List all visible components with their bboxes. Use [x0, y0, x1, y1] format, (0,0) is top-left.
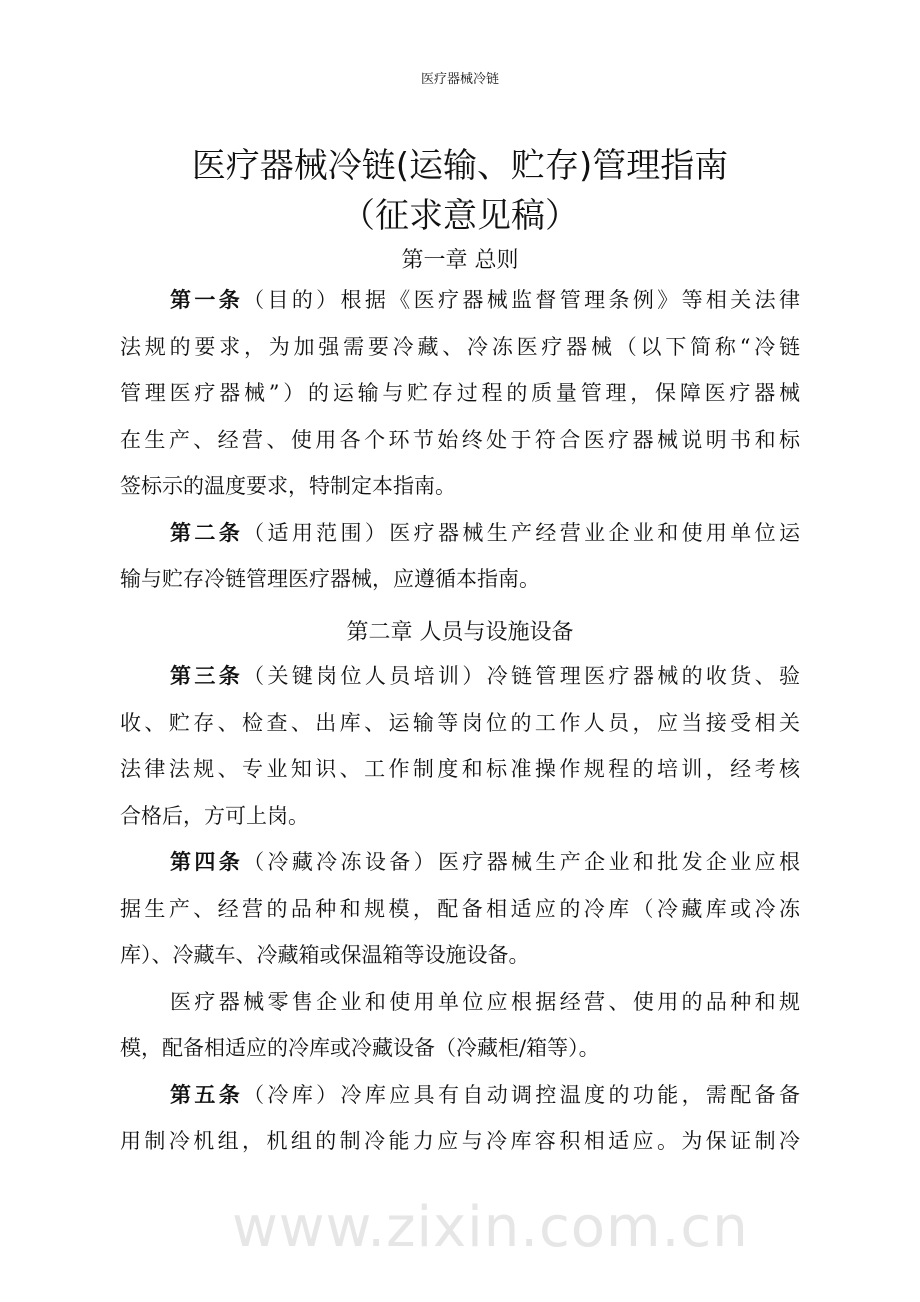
text-line: 库）、冷藏车、冷藏箱或保温箱等设施设备。	[120, 943, 530, 967]
text-line: 用制冷机组，机组的制冷能力应与冷库容积相适应。为保证制冷	[120, 1129, 800, 1153]
doc-subtitle: （征求意见稿）	[341, 196, 579, 236]
article-1	[120, 277, 800, 603]
text-line: （冷库）冷库应具有自动调控温度的功能，需配备备	[243, 1082, 800, 1107]
article-label: 第五条	[170, 1082, 244, 1107]
article-label: 第四条	[170, 850, 244, 874]
article-label: 第二条	[170, 520, 244, 545]
article-label: 第三条	[170, 664, 244, 688]
text-line: （关键岗位人员培训）冷链管理医疗器械的收货、验	[243, 664, 800, 688]
text-line: 医疗器械零售企业和使用单位应根据经营、使用的品种和规	[170, 989, 800, 1014]
running-header: 医疗器械冷链	[420, 72, 499, 87]
text-line: 据生产、经营的品种和规模，配备相适应的冷库（冷藏库或冷冻	[120, 896, 800, 921]
watermark: www.zixin.com.cn	[232, 1195, 749, 1260]
text-line: 在生产、经营、使用各个环节始终处于符合医疗器械说明书和标	[120, 427, 800, 452]
text-line: 收、贮存、检查、出库、运输等岗位的工作人员，应当接受相关	[120, 710, 800, 735]
text-line: 管理医疗器械”）的运输与贮存过程的质量管理，保障医疗器械	[120, 381, 800, 405]
chapter-1-heading: 第一章 总则	[401, 248, 519, 273]
text-line: 签标示的温度要求，特制定本指南。	[120, 474, 456, 498]
text-line: 法规的要求，为加强需要冷藏、冷冻医疗器械（以下简称“冷链	[120, 334, 800, 359]
chapter-2-heading: 第二章 人员与设施设备	[346, 620, 574, 645]
text-line: 输与贮存冷链管理医疗器械，应遵循本指南。	[120, 567, 540, 591]
article-3	[120, 653, 800, 1165]
text-line: （适用范围）医疗器械生产经营业企业和使用单位运	[243, 520, 800, 545]
text-line: 合格后，方可上岗。	[120, 803, 309, 828]
text-line: （目的）根据《医疗器械监督管理条例》等相关法律	[243, 288, 800, 312]
text-line: 法律法规、专业知识、工作制度和标准操作规程的培训，经考核	[120, 757, 800, 781]
article-label: 第一条	[170, 288, 244, 312]
doc-title: 医疗器械冷链(运输、贮存)管理指南	[191, 146, 729, 186]
text-line: 模，配备相适应的冷库或冷藏设备（冷藏柜/箱等）。	[120, 1036, 600, 1060]
text-line: （冷藏冷冻设备）医疗器械生产企业和批发企业应根	[243, 850, 800, 874]
